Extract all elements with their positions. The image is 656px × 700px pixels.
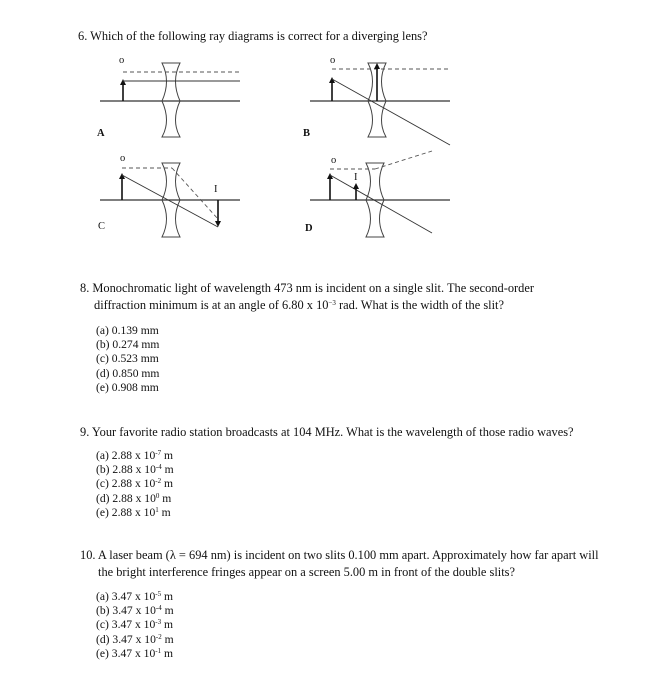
q8-option-b[interactable]: (b) 0.274 mm	[96, 338, 160, 352]
image-mark-c: I	[214, 184, 218, 195]
image-mark-d: I	[354, 172, 358, 183]
object-mark-d: o	[331, 155, 337, 166]
diagram-label-c: C	[98, 221, 106, 232]
ray-diagram-b	[310, 55, 455, 140]
object-mark-b: o	[330, 55, 336, 66]
q10-options	[96, 590, 174, 661]
ray-diagram-d	[310, 155, 455, 240]
q8-option-e[interactable]: (e) 0.908 mm	[96, 380, 159, 394]
q9-options	[96, 449, 174, 520]
q10-option-a[interactable]: (a) 3.47 x $10^{-5}$ m	[96, 590, 174, 603]
q9-option-c[interactable]: (c) 2.88 x $10^{-2}$ m	[96, 477, 174, 491]
q9-option-e[interactable]: (e) 2.88 x $10^1$ m	[96, 505, 171, 519]
q10-line1: 10. A laser beam (λ = 694 nm) is incident on two slits 0.100 mm apart. Approximately how far apart will	[80, 548, 599, 562]
object-mark-c: o	[120, 153, 126, 164]
q8-option-a[interactable]: (a) 0.139 mm	[96, 324, 159, 337]
q10-line2: the bright interference fringes appear on a screen 5.00 m in front of the double slits?	[98, 565, 516, 579]
q9-option-a[interactable]: (a) 2.88 x $10^{-7}$ m	[96, 449, 174, 462]
q8-options	[96, 324, 159, 395]
q10-option-c[interactable]: (c) 3.47 x $10^{-3}$ m	[96, 618, 174, 632]
q10-text	[80, 547, 599, 581]
diagram-label-b: B	[303, 128, 311, 139]
diagram-label-a: A	[97, 128, 105, 139]
ray-diagram-a	[100, 55, 245, 140]
q8-option-d[interactable]: (d) 0.850 mm	[96, 366, 160, 380]
q8-option-c[interactable]: (c) 0.523 mm	[96, 352, 159, 366]
q9-option-d[interactable]: (d) 2.88 x $10^0$ m	[96, 491, 172, 505]
diagram-label-d: D	[305, 223, 313, 234]
q6-text: 6. Which of the following ray diagrams is correct for a diverging lens?	[78, 29, 428, 43]
q10-option-d[interactable]: (d) 3.47 x $10^{-2}$ m	[96, 632, 174, 646]
object-mark-a: o	[119, 55, 125, 66]
q8-line2: diffraction minimum is at an angle of 6.80 x $10^{-3}$ rad. What is the width of the slit?	[94, 298, 504, 312]
q9-text: 9. Your favorite radio station broadcasts at 104 MHz. What is the wavelength of those radio waves?	[80, 425, 574, 439]
q10-option-e[interactable]: (e) 3.47 x $10^{-1}$ m	[96, 646, 174, 660]
q9-option-b[interactable]: (b) 2.88 x $10^{-4}$ m	[96, 463, 174, 477]
q8-line1: 8. Monochromatic light of wavelength 473 nm is incident on a single slit. The second-order	[80, 281, 535, 295]
q8-text	[80, 280, 534, 314]
ray-diagram-c	[100, 155, 245, 240]
q10-option-b[interactable]: (b) 3.47 x $10^{-4}$ m	[96, 604, 174, 618]
